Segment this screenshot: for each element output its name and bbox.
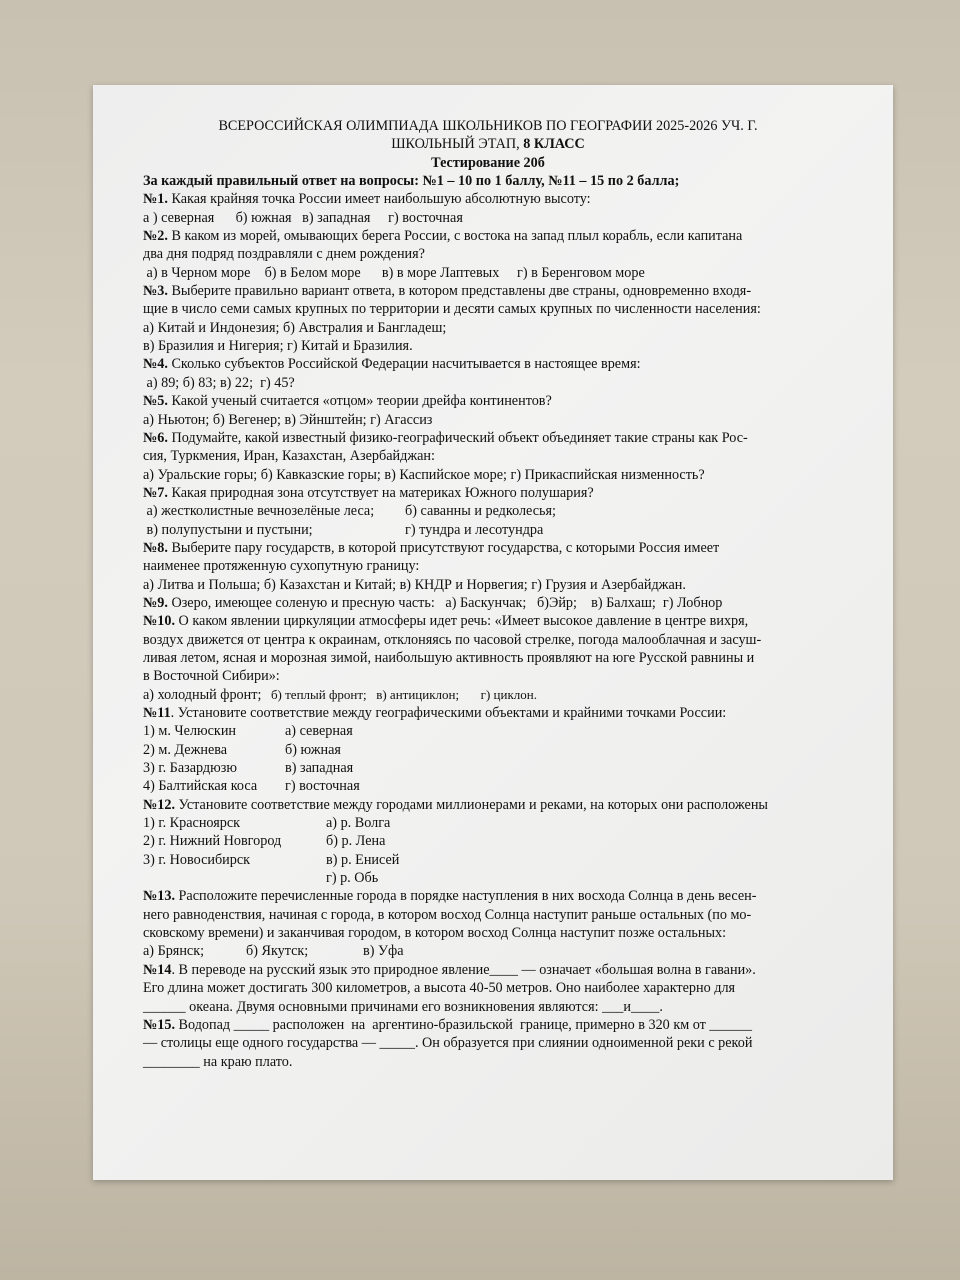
document-body [143, 117, 833, 1071]
question-2-text-cont: два дня подряд поздравляли с днем рождения? [143, 246, 425, 263]
question-14 [143, 961, 833, 979]
question-text: Какая крайняя точка России имеет наибольшую абсолютную высоту: [167, 191, 591, 208]
question-text: . Установите соответствие между географическими объектами и крайними точками России: [170, 705, 727, 721]
question-8-options: а) Литва и Польша; б) Казахстан и Китай; в) КНДР и Норвегия; г) Грузия и Азербайджан. [143, 576, 686, 593]
question-10-text-cont-3: в Восточной Сибири»: [143, 668, 280, 685]
question-12 [143, 796, 833, 814]
match-row [143, 832, 833, 850]
question-number: №14 [143, 961, 172, 978]
stage-prefix: ШКОЛЬНЫЙ ЭТАП, [391, 136, 524, 153]
match-left: 2) г. Нижний Новгород [143, 833, 282, 850]
option-d: г) циклон. [480, 686, 537, 702]
option-a: а) Брянск; [143, 943, 205, 960]
option-d: г) тундра и лесотундра [405, 521, 544, 538]
match-right: г) р. Обь [326, 870, 379, 887]
question-4 [143, 355, 833, 373]
question-text: О каком явлении циркуляции атмосферы идет речь: «Имеет высокое давление в центре вихря, [175, 613, 749, 630]
question-number: №11 [143, 705, 171, 721]
question-text: . В переводе на русский язык это природное явление____ — означает «большая волна в гавани». [171, 961, 756, 978]
stage-class: 8 КЛАСС [523, 136, 585, 153]
option-b: б) саванны и редколесья; [405, 503, 556, 520]
match-right: б) южная [285, 741, 341, 758]
question-1-options: а ) северная б) южная в) западная г) восточная [143, 209, 463, 226]
question-number: №1. [143, 191, 168, 208]
match-row [143, 741, 833, 759]
question-13-options [143, 942, 833, 960]
question-text: В каком из морей, омывающих берега России, с востока на запад плыл корабль, если капитана [167, 228, 743, 245]
match-left: 3) г. Новосибирск [143, 851, 251, 868]
question-15-text-cont-2: ________ на краю плато. [143, 1053, 293, 1070]
question-text: Сколько субъектов Российской Федерации насчитывается в настоящее время: [167, 356, 641, 373]
question-3-options-2: в) Бразилия и Нигерия; г) Китай и Бразилия. [143, 338, 413, 355]
match-right: б) р. Лена [326, 833, 386, 850]
option-b: б) Якутск; [246, 943, 309, 960]
question-4-options: а) 89; б) 83; в) 22; г) 45? [143, 374, 295, 391]
question-6-text-cont: сия, Туркмения, Иран, Казахстан, Азербайджан: [143, 448, 435, 465]
question-7 [143, 484, 833, 502]
question-13 [143, 887, 833, 905]
question-2-options: а) в Черном море б) в Белом море в) в море Лаптевых г) в Беренговом море [143, 264, 645, 281]
question-number: №13. [143, 888, 175, 905]
question-8 [143, 539, 833, 557]
option-a: а) жестколистные вечнозелёные леса; [143, 503, 375, 520]
option-c: в) антициклон; [376, 686, 460, 702]
question-5 [143, 392, 833, 410]
question-number: №2. [143, 228, 168, 245]
question-3 [143, 282, 833, 300]
question-10-text-cont-2: ливая летом, ясная и морозная зимой, наибольшую активность проявляют на юге Русской равнины и [143, 649, 755, 666]
question-10-options [143, 686, 833, 704]
document-title: ВСЕРОССИЙСКАЯ ОЛИМПИАДА ШКОЛЬНИКОВ ПО ГЕОГРАФИИ 2025-2026 УЧ. Г. [218, 118, 758, 134]
question-text: Озеро, имеющее соленую и пресную часть: а) Баскунчак; б)Эйр; в) Балхаш; г) Лобнор [167, 594, 723, 611]
question-number: №4. [143, 356, 168, 373]
question-text: Какой ученый считается «отцом» теории дрейфа континентов? [167, 393, 552, 410]
question-8-text-cont: наименее протяженную сухопутную границу: [143, 558, 420, 575]
question-3-text-cont: щие в число семи самых крупных по территории и десяти самых крупных по численности населения: [143, 301, 761, 318]
option-c: в) полупустыни и пустыни; [143, 521, 313, 538]
question-10-text-cont-1: воздух движется от центра к окраинам, отклоняясь по часовой стрелке, погода малооблачная и засуш- [143, 631, 762, 648]
match-row [143, 851, 833, 869]
question-1 [143, 190, 833, 208]
match-right: в) западная [285, 760, 354, 777]
test-heading: Тестирование 20б [431, 154, 545, 171]
question-number: №9. [143, 594, 168, 611]
question-6-options: а) Уральские горы; б) Кавказские горы; в) Каспийское море; г) Прикаспийская низменность? [143, 466, 705, 483]
question-text: Подумайте, какой известный физико-географический объект объединяет такие страны как Рос- [167, 429, 748, 446]
stage-line [143, 135, 833, 153]
question-number: №5. [143, 393, 168, 410]
option-b: б) теплый фронт; [270, 686, 367, 702]
question-number: №7. [143, 484, 168, 501]
question-number: №8. [143, 539, 168, 556]
question-5-options: а) Ньютон; б) Вегенер; в) Эйнштейн; г) Агассиз [143, 411, 433, 428]
question-14-text-cont-2: ______ океана. Двумя основными причинами его возникновения являются: ___и____. [143, 998, 663, 1015]
question-text: Установите соответствие между городами миллионерами и реками, на которых они расположены [175, 796, 768, 813]
question-2 [143, 227, 833, 245]
question-text: Какая природная зона отсутствует на материках Южного полушария? [167, 484, 594, 501]
match-row [143, 759, 833, 777]
question-number: №3. [143, 283, 168, 300]
question-11 [143, 704, 833, 722]
question-number: №10. [143, 613, 175, 630]
match-row [143, 869, 833, 887]
match-row [143, 777, 833, 795]
question-9 [143, 594, 833, 612]
question-text: Выберите правильно вариант ответа, в котором представлены две страны, одновременно входя- [167, 283, 752, 300]
match-left: 2) м. Дежнева [143, 741, 228, 758]
match-right: а) северная [285, 723, 353, 740]
question-7-options-1 [143, 502, 833, 520]
option-a: а) холодный фронт; [143, 686, 262, 703]
question-text: Расположите перечисленные города в порядке наступления в них восхода Солнца в день весен- [175, 888, 757, 905]
question-text: Выберите пару государств, в которой присутствуют государства, с которыми Россия имеет [167, 539, 720, 556]
question-13-text-cont-2: сковскому времени) и заканчивая городом, в котором восход Солнца наступит позже остальных: [143, 925, 727, 942]
question-number: №15. [143, 1016, 175, 1033]
question-number: №6. [143, 429, 168, 446]
match-left: 3) г. Базардюзю [143, 760, 237, 777]
match-row [143, 814, 833, 832]
match-right: в) р. Енисей [326, 851, 400, 868]
scoring-rule: За каждый правильный ответ на вопросы: №1 – 10 по 1 баллу, №11 – 15 по 2 балла; [143, 173, 680, 190]
question-13-text-cont-1: него равноденствия, начиная с города, в котором восход Солнца наступит раньше остальных (по мо- [143, 906, 752, 923]
question-15 [143, 1016, 833, 1034]
question-3-options-1: а) Китай и Индонезия; б) Австралия и Бангладеш; [143, 319, 447, 336]
question-6 [143, 429, 833, 447]
match-left: 1) м. Челюскин [143, 723, 237, 740]
match-left: 1) г. Красноярск [143, 815, 241, 832]
match-left: 4) Балтийская коса [143, 778, 258, 795]
question-number: №12. [143, 796, 175, 813]
paper-sheet [93, 85, 893, 1180]
question-7-options-2 [143, 521, 833, 539]
question-10 [143, 612, 833, 630]
match-right: а) р. Волга [326, 815, 391, 832]
question-14-text-cont-1: Его длина может достигать 300 километров, а высота 40-50 метров. Оно наиболее характерно для [143, 980, 736, 997]
match-row [143, 722, 833, 740]
question-15-text-cont-1: — столицы еще одного государства — _____. Он образуется при слиянии одноименной реки с рекой [143, 1035, 753, 1052]
match-right: г) восточная [285, 778, 360, 795]
question-text: Водопад _____ расположен на аргентино-бразильской границе, примерно в 320 км от ______ [175, 1016, 752, 1033]
option-c: в) Уфа [363, 943, 404, 960]
